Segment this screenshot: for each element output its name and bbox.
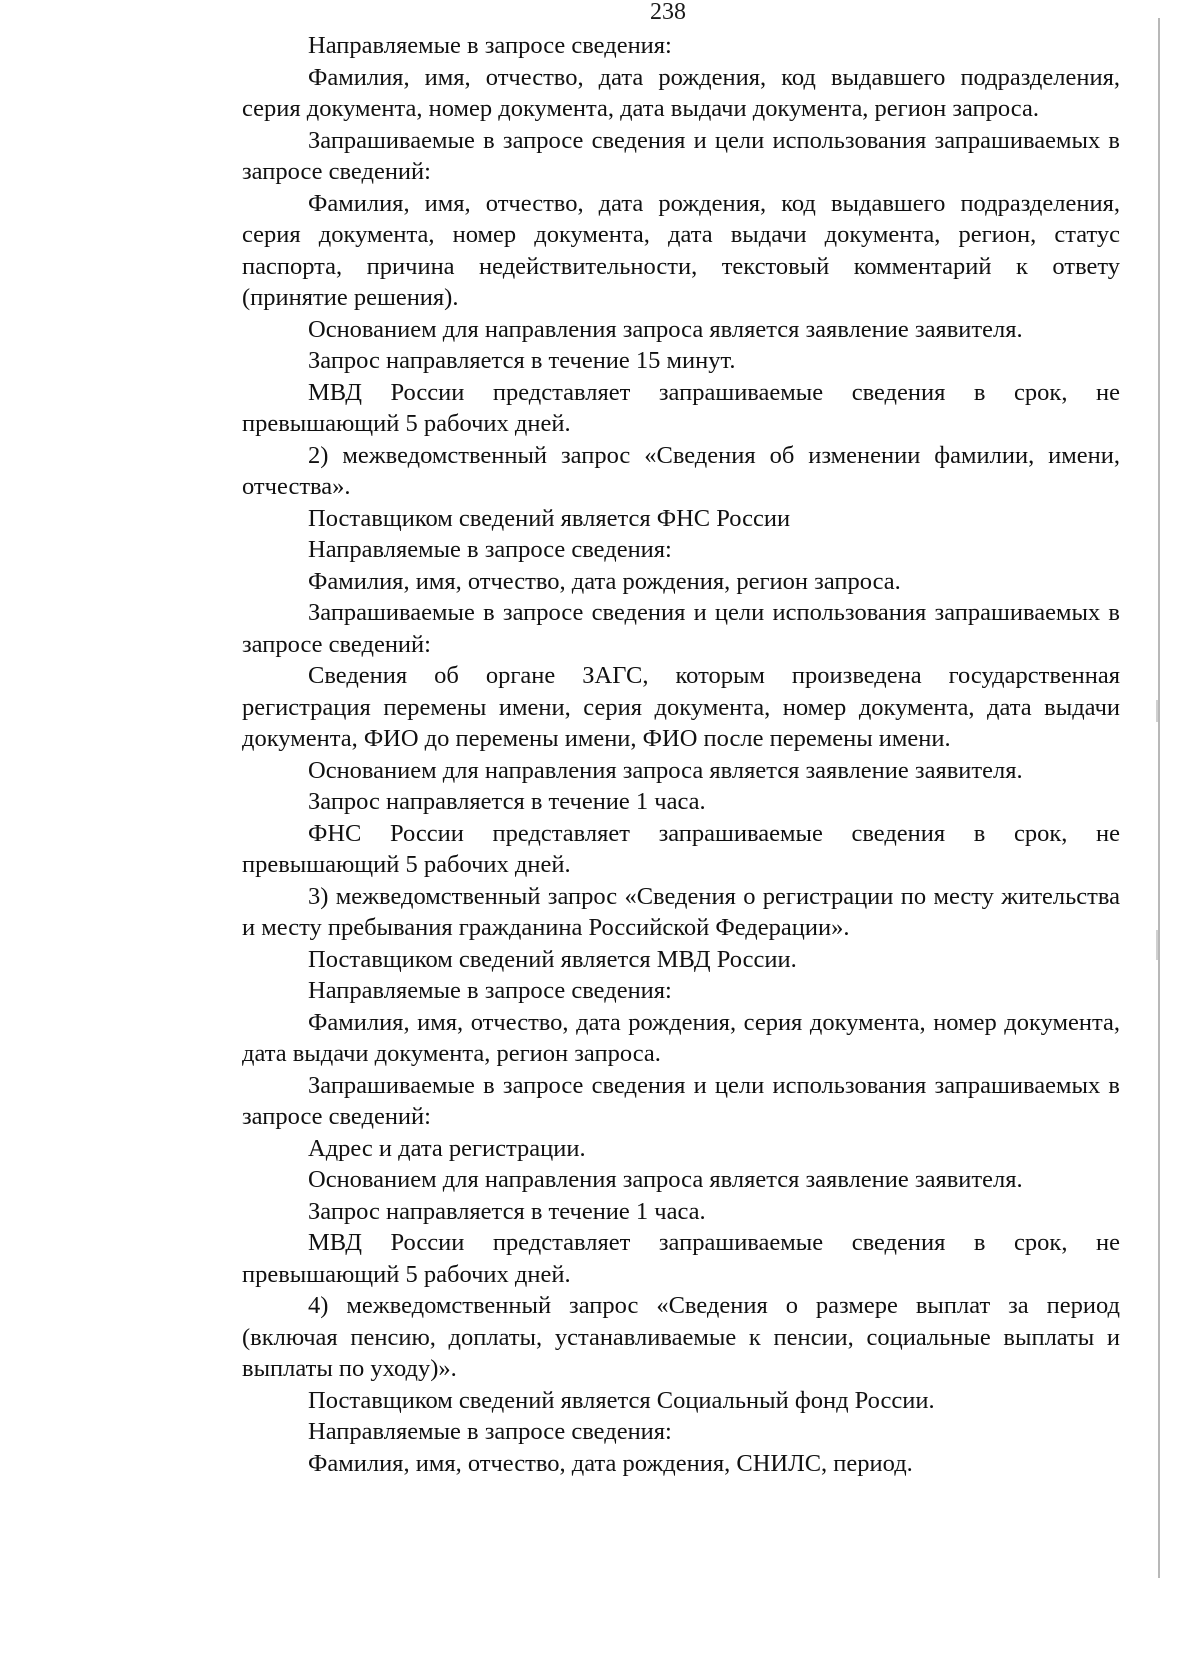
paragraph-request-4-title: 4) межведомственный запрос «Сведения о размере выплат за период (включая пенсию, доплаты, устанавливаемые к пенсии, социальные выплаты и выплаты по уходу)». — [242, 1292, 1120, 1382]
paragraph-sent-data-heading: Направляемые в запросе сведения: — [308, 536, 672, 563]
scan-edge-mark — [1156, 700, 1158, 722]
paragraph-request-basis: Основанием для направления запроса является заявление заявителя. — [308, 315, 1023, 343]
paragraph-requested-data-heading: Запрашиваемые в запросе сведения и цели использования запрашиваемых в запросе сведений: — [242, 126, 1120, 185]
paragraph-requested-data-heading: Запрашиваемые в запросе сведения и цели использования запрашиваемых в запросе сведений: — [242, 1071, 1120, 1130]
paragraph-sent-data-heading: Направляемые в запросе сведения: — [308, 1418, 672, 1445]
page-number: 238 — [650, 0, 686, 25]
paragraph-requested-data-list: Сведения об органе ЗАГС, которым произведена государственная регистрация перемены имени, серия документа, номер документа, дата выдачи документа, ФИО до перемены имени, ФИО после перемены имени. — [242, 662, 1120, 752]
paragraph-sent-data-list: Фамилия, имя, отчество, дата рождения, регион запроса. — [308, 567, 901, 595]
paragraph-requested-data-heading: Запрашиваемые в запросе сведения и цели использования запрашиваемых в запросе сведений: — [242, 599, 1120, 658]
paragraph-supplier: Поставщиком сведений является МВД России. — [308, 945, 797, 973]
paragraph-supplier: Поставщиком сведений является ФНС России — [308, 504, 791, 532]
paragraph-sent-data-list: Фамилия, имя, отчество, дата рождения, СНИЛС, период. — [308, 1449, 913, 1477]
paragraph-sent-data-heading: Направляемые в запросе сведения: — [308, 977, 672, 1004]
paragraph-supplier: Поставщиком сведений является Социальный фонд России. — [308, 1386, 935, 1414]
paragraph-response-deadline: МВД России представляет запрашиваемые сведения в срок, не превышающий 5 рабочих дней. — [242, 1229, 1120, 1288]
paragraph-response-deadline: ФНС России представляет запрашиваемые сведения в срок, не превышающий 5 рабочих дней. — [242, 819, 1120, 878]
scan-edge-mark — [1156, 930, 1158, 960]
paragraph-request-timing: Запрос направляется в течение 1 часа. — [308, 1197, 706, 1225]
paragraph-sent-data-heading: Направляемые в запросе сведения: — [308, 32, 672, 59]
document-body — [242, 30, 1120, 1479]
paragraph-request-3-title: 3) межведомственный запрос «Сведения о регистрации по месту жительства и месту пребывания гражданина Российской Федерации». — [242, 882, 1120, 941]
paragraph-request-basis: Основанием для направления запроса является заявление заявителя. — [308, 1166, 1023, 1193]
paragraph-sent-data-list: Фамилия, имя, отчество, дата рождения, серия документа, номер документа, дата выдачи документа, регион запроса. — [242, 1008, 1120, 1067]
paragraph-requested-data-list: Адрес и дата регистрации. — [308, 1134, 586, 1162]
paragraph-request-basis: Основанием для направления запроса является заявление заявителя. — [308, 756, 1023, 784]
paragraph-request-timing: Запрос направляется в течение 15 минут. — [308, 347, 736, 374]
paragraph-requested-data-list: Фамилия, имя, отчество, дата рождения, код выдавшего подразделения, серия документа, номер документа, дата выдачи документа, регион, статус паспорта, причина недействительности, текстовый комментарий к ответу (принятие решения). — [242, 189, 1120, 311]
scan-edge-line — [1158, 18, 1160, 1578]
paragraph-sent-data-list: Фамилия, имя, отчество, дата рождения, код выдавшего подразделения, серия документа, номер документа, дата выдачи документа, регион запроса. — [242, 63, 1120, 122]
paragraph-request-2-title: 2) межведомственный запрос «Сведения об изменении фамилии, имени, отчества». — [242, 441, 1120, 500]
paragraph-request-timing: Запрос направляется в течение 1 часа. — [308, 788, 706, 815]
paragraph-response-deadline: МВД России представляет запрашиваемые сведения в срок, не превышающий 5 рабочих дней. — [242, 378, 1120, 437]
